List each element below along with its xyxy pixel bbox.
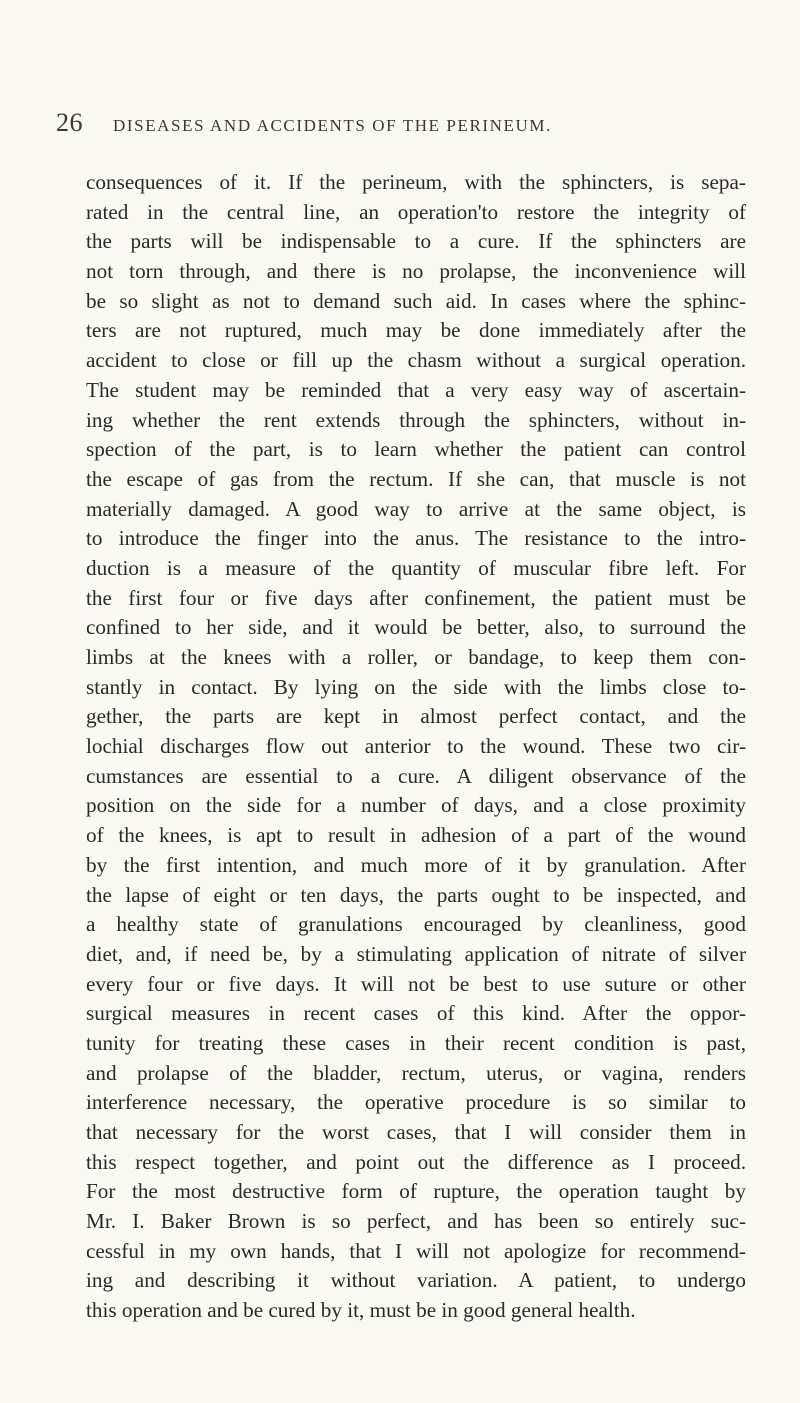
- text-line: spection of the part, is to learn whether the patient can control: [86, 437, 746, 462]
- body-paragraph: [86, 168, 746, 1326]
- text-line: cessful in my own hands, that I will not apologize for recommend-: [86, 1238, 746, 1263]
- text-line: by the first intention, and much more of it by granulation. After: [86, 852, 746, 877]
- text-line: Mr. I. Baker Brown is so perfect, and has been so entirely suc-: [86, 1209, 746, 1234]
- text-line: accident to close or fill up the chasm without a surgical operation.: [86, 348, 746, 373]
- text-line: the escape of gas from the rectum. If she can, that muscle is not: [86, 466, 746, 491]
- text-line: this respect together, and point out the difference as I proceed.: [86, 1149, 746, 1174]
- text-line: to introduce the finger into the anus. The resistance to the intro-: [86, 526, 746, 551]
- text-line: materially damaged. A good way to arrive at the same object, is: [86, 496, 746, 521]
- text-line: limbs at the knees with a roller, or bandage, to keep them con-: [86, 645, 746, 669]
- text-line: cumstances are essential to a cure. A diligent observance of the: [86, 763, 746, 788]
- text-line: position on the side for a number of days, and a close proximity: [86, 793, 746, 818]
- text-line: that necessary for the worst cases, that I will consider them in: [86, 1120, 746, 1144]
- text-line: every four or five days. It will not be best to use suture or other: [86, 971, 746, 996]
- text-line: the lapse of eight or ten days, the parts ought to be inspected, and: [86, 882, 746, 907]
- text-line: duction is a measure of the quantity of muscular fibre left. For: [86, 555, 746, 580]
- text-line: gether, the parts are kept in almost perfect contact, and the: [86, 704, 746, 729]
- text-line: lochial discharges flow out anterior to the wound. These two cir-: [86, 734, 746, 759]
- text-line: surgical measures in recent cases of this kind. After the oppor-: [86, 1001, 746, 1026]
- text-line: ing and describing it without variation. A patient, to undergo: [86, 1268, 746, 1293]
- text-line: interference necessary, the operative procedure is so similar to: [86, 1090, 746, 1115]
- text-line: diet, and, if need be, by a stimulating application of nitrate of silver: [86, 941, 746, 966]
- text-line-last: this operation and be cured by it, must be in good general health.: [86, 1298, 636, 1323]
- text-line: stantly in contact. By lying on the side with the limbs close to-: [86, 674, 746, 699]
- text-line: be so slight as not to demand such aid. In cases where the sphinc-: [86, 288, 746, 313]
- text-line: of the knees, is apt to result in adhesion of a part of the wound: [86, 823, 746, 848]
- text-line: tunity for treating these cases in their recent condition is past,: [86, 1030, 746, 1055]
- text-line: ing whether the rent extends through the sphincters, without in-: [86, 407, 746, 432]
- page-number: 26: [56, 108, 83, 137]
- text-line: not torn through, and there is no prolapse, the inconvenience will: [86, 259, 746, 284]
- text-line: the first four or five days after confinement, the patient must be: [86, 585, 746, 610]
- text-line: rated in the central line, an operation'to restore the integrity of: [86, 199, 746, 224]
- text-line: For the most destructive form of rupture, the operation taught by: [86, 1179, 746, 1204]
- text-line: the parts will be indispensable to a cure. If the sphincters are: [86, 229, 746, 254]
- text-line: confined to her side, and it would be better, also, to surround the: [86, 615, 746, 640]
- text-line: a healthy state of granulations encouraged by cleanliness, good: [86, 912, 746, 937]
- text-line: ters are not ruptured, much may be done immediately after the: [86, 318, 746, 343]
- chapter-header-title: DISEASES AND ACCIDENTS OF THE PERINEUM.: [113, 116, 552, 135]
- running-header: [56, 108, 746, 138]
- text-line: The student may be reminded that a very easy way of ascertain-: [86, 377, 746, 402]
- text-line: and prolapse of the bladder, rectum, uterus, or vagina, renders: [86, 1060, 746, 1085]
- text-line: consequences of it. If the perineum, with the sphincters, is sepa-: [86, 170, 746, 194]
